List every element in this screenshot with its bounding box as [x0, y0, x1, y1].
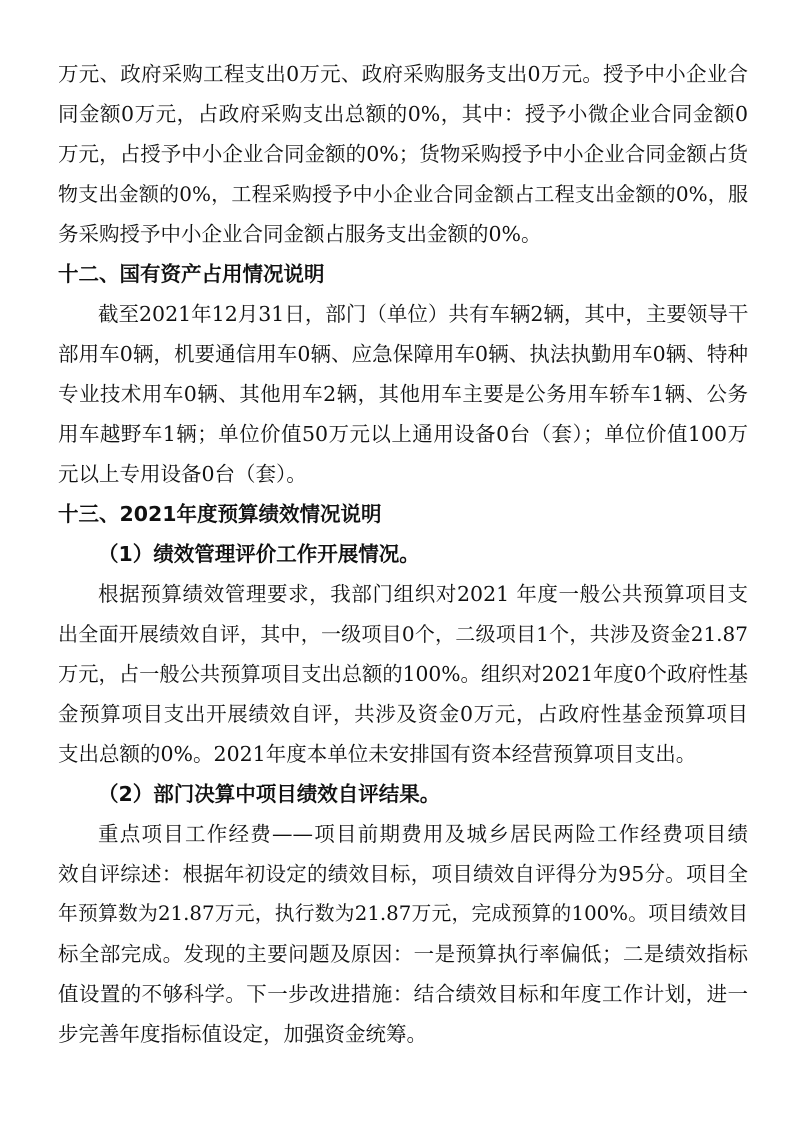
paragraph-line: 截至2021年12月31日，部门（单位）共有车辆2辆，其中，主要领导干	[98, 302, 749, 326]
paragraph-line: 用车越野车1辆；单位价值50万元以上通用设备0台（套）；单位价值100万	[58, 422, 748, 446]
section-heading-12: 十二、国有资产占用情况说明	[58, 262, 325, 286]
paragraph-line: 万元、政府采购工程支出0万元、政府采购服务支出0万元。授予中小企业合	[58, 62, 748, 86]
paragraph-line: 年预算数为21.87万元，执行数为21.87万元，完成预算的100%。项目绩效目	[58, 902, 748, 925]
paragraph-line: 万元，占一般公共预算项目支出总额的100%。组织对2021年度0个政府性基	[58, 662, 748, 686]
paragraph-line: 标全部完成。发现的主要问题及原因：一是预算执行率偏低；二是绩效指标	[58, 942, 748, 966]
subheading-1: （1）绩效管理评价工作开展情况。	[98, 542, 420, 566]
paragraph-line: 支出总额的0%。2021年度本单位未安排国有资本经营预算项目支出。	[58, 742, 697, 766]
paragraph-line: 效自评综述：根据年初设定的绩效目标，项目绩效自评得分为95分。项目全	[58, 862, 748, 886]
paragraph-line: 金预算项目支出开展绩效自评，共涉及资金0万元，占政府性基金预算项目	[58, 702, 748, 726]
paragraph-line: 同金额0万元，占政府采购支出总额的0%，其中：授予小微企业合同金额0	[58, 102, 748, 126]
paragraph-line: 务采购授予中小企业合同金额占服务支出金额的0%。	[58, 222, 542, 246]
paragraph-line: 部用车0辆，机要通信用车0辆、应急保障用车0辆、执法执勤用车0辆、特种	[58, 342, 748, 366]
subheading-2: （2）部门决算中项目绩效自评结果。	[98, 782, 441, 806]
paragraph-line: 出全面开展绩效自评，其中，一级项目0个，二级项目1个，共涉及资金21.87	[58, 622, 748, 646]
paragraph-line: 重点项目工作经费——项目前期费用及城乡居民两险工作经费项目绩	[98, 822, 748, 846]
section-heading-13: 十三、2021年度预算绩效情况说明	[58, 502, 382, 526]
paragraph-line: 根据预算绩效管理要求，我部门组织对2021 年度一般公共预算项目支	[98, 582, 748, 606]
paragraph-line: 值设置的不够科学。下一步改进措施：结合绩效目标和年度工作计划，进一	[58, 982, 748, 1006]
paragraph-line: 元以上专用设备0台（套）。	[58, 462, 307, 486]
paragraph-line: 专业技术用车0辆、其他用车2辆，其他用车主要是公务用车轿车1辆、公务	[58, 382, 748, 406]
paragraph-line: 步完善年度指标值设定，加强资金统筹。	[58, 1022, 427, 1046]
paragraph-line: 万元，占授予中小企业合同金额的0%；货物采购授予中小企业合同金额占货	[58, 142, 748, 166]
paragraph-line: 物支出金额的0%，工程采购授予中小企业合同金额占工程支出金额的0%，服	[58, 182, 748, 206]
